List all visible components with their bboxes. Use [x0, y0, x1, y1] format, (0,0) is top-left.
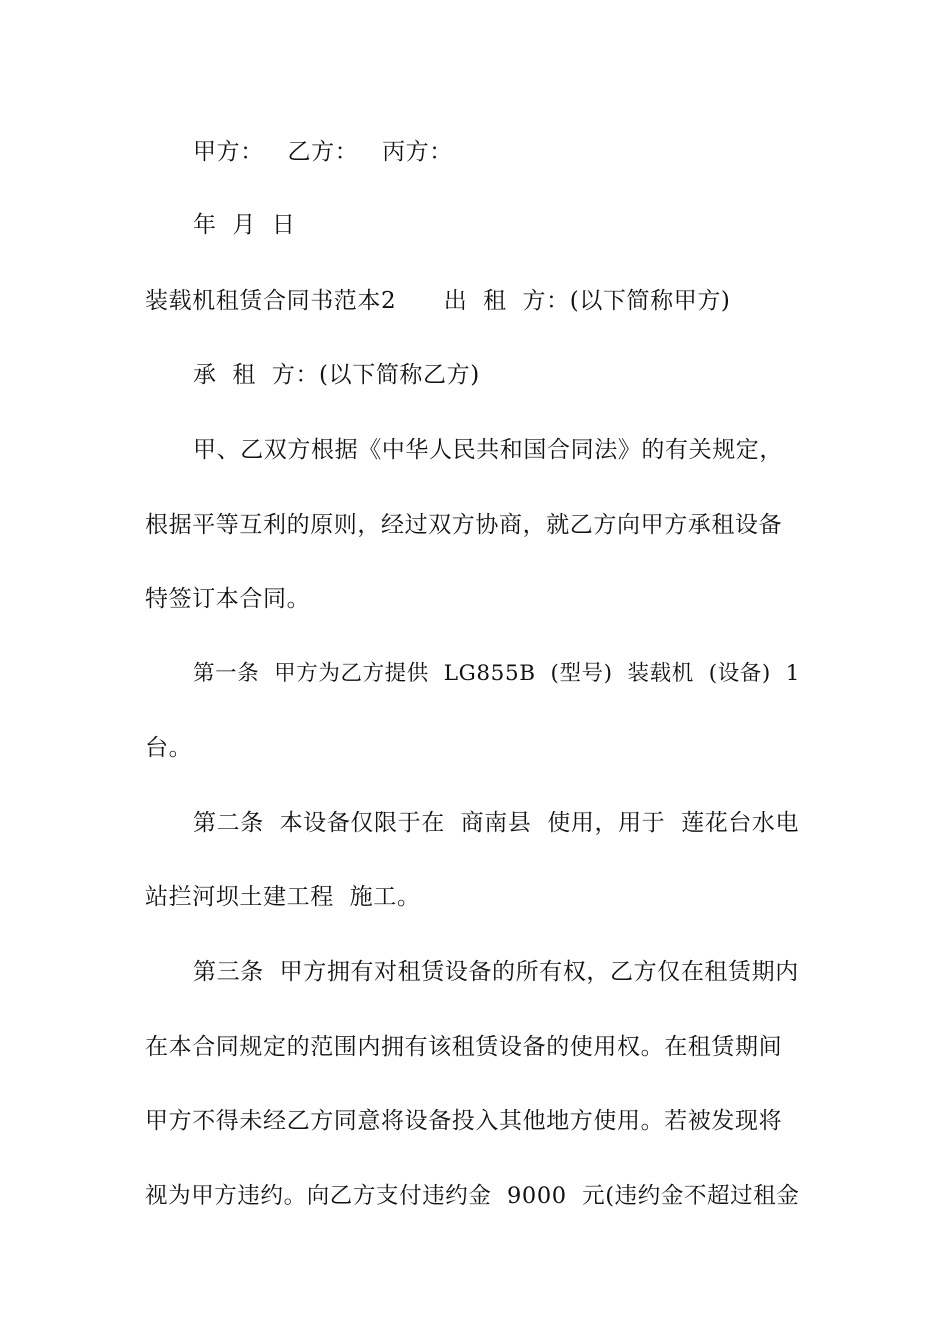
contract-title-lessor-line: 装载机租赁合同书范本2 出 租 方：(以下简称甲方) — [145, 288, 731, 314]
article-1-line-2: 台。 — [145, 735, 193, 761]
article-3-line-3: 甲方不得未经乙方同意将设备投入其他地方使用。若被发现将 — [145, 1108, 783, 1134]
lessee-line: 承 租 方：(以下简称乙方) — [193, 362, 480, 388]
article-3-line-4: 视为甲方违约。向乙方支付违约金 9000 元(违约金不超过租金 — [145, 1183, 800, 1209]
article-3-line-1: 第三条 甲方拥有对租赁设备的所有权，乙方仅在租赁期内 — [193, 959, 799, 985]
article-2-line-1: 第二条 本设备仅限于在 商南县 使用，用于 莲花台水电 — [193, 810, 800, 836]
preamble-line-3: 特签订本合同。 — [145, 586, 311, 612]
article-2-line-2: 站拦河坝土建工程 施工。 — [145, 884, 421, 910]
preamble-line-2: 根据平等互利的原则，经过双方协商，就乙方向甲方承租设备 — [145, 512, 783, 538]
signatory-parties-line: 甲方： 乙方： 丙方： — [193, 139, 453, 165]
article-3-line-2: 在本合同规定的范围内拥有该租赁设备的使用权。在租赁期间 — [145, 1034, 783, 1060]
preamble-line-1: 甲、乙双方根据《中华人民共和国合同法》的有关规定， — [193, 437, 783, 463]
date-line: 年 月 日 — [193, 212, 296, 238]
article-1-line-1: 第一条 甲方为乙方提供 LG855B (型号) 装载机 (设备) 1 — [193, 661, 801, 686]
